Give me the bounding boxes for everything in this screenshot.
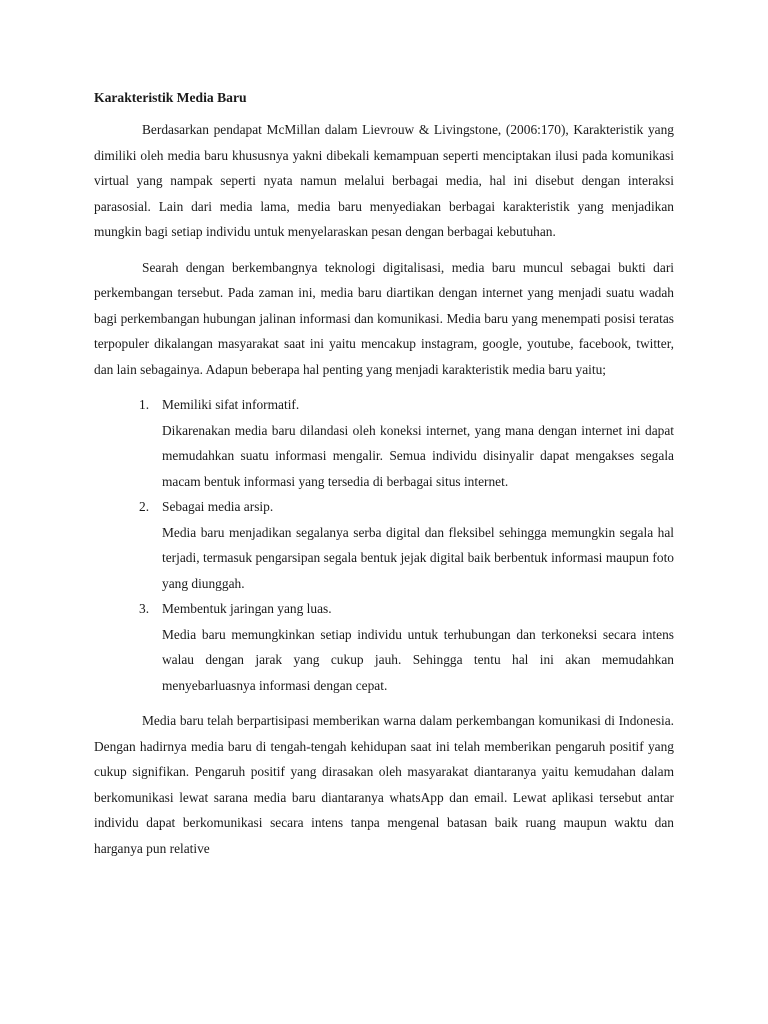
paragraph-digitalisasi: Searah dengan berkembangnya teknologi digitalisasi, media baru muncul sebagai bukti dari perkembangan tersebut. Pada zaman ini, media baru diartikan dengan internet yang menjadi suatu wadah bagi perkembangan hubungan jalinan informasi dan komunikasi. Media baru yang menempati posisi teratas terpopuler dikalangan masyarakat saat ini yaitu mencakup instagram, google, youtube, facebook, twitter, dan lain sebagainya. Adapun beberapa hal penting yang menjadi karakteristik media baru yaitu; bbox=[94, 259, 674, 377]
list-item bbox=[94, 392, 674, 494]
list-item-title: Sebagai media arsip. bbox=[162, 499, 274, 514]
list-item-title: Memiliki sifat informatif. bbox=[162, 397, 300, 412]
paragraph-closing: Media baru telah berpartisipasi memberikan warna dalam perkembangan komunikasi di Indonesia. Dengan hadirnya media baru di tengah-tengah kehidupan saat ini telah memberikan pengaruh positif yang cukup signifikan. Pengaruh positif yang dirasakan oleh masyarakat diantaranya yaitu kemudahan dalam berkomunikasi lewat sarana media baru diantaranya whatsApp dan email. Lewat aplikasi tersebut antar individu dapat berkomunikasi secara intens tanpa mengenal batasan baik ruang maupun waktu dan harganya pun relative bbox=[94, 713, 674, 856]
list-item bbox=[94, 596, 674, 698]
list-item-number: 3. bbox=[139, 601, 150, 616]
list-item-body: Media baru memungkinkan setiap individu untuk terhubungan dan terkoneksi secara intens walau dengan jarak yang cukup jauh. Sehingga tentu hal ini akan memudahkan menyebarluasnya informasi dengan cepat. bbox=[162, 626, 674, 693]
document-title: Karakteristik Media Baru bbox=[94, 90, 247, 105]
list-item bbox=[94, 494, 674, 596]
list-item-number: 2. bbox=[139, 499, 150, 514]
document-page bbox=[94, 88, 674, 871]
list-item-title: Membentuk jaringan yang luas. bbox=[162, 601, 332, 616]
list-item-body: Dikarenakan media baru dilandasi oleh koneksi internet, yang mana dengan internet ini dapat memudahkan suatu informasi mengalir. Semua individu disinyalir dapat mengakses segala macam bentuk informasi yang tersedia di berbagai situs internet. bbox=[162, 422, 674, 489]
list-item-body: Media baru menjadikan segalanya serba digital dan fleksibel sehingga memungkin segala hal terjadi, termasuk pengarsipan segala bentuk jejak digital baik berbentuk informasi maupun foto yang diunggah. bbox=[162, 524, 674, 591]
paragraph-karakteristik: Berdasarkan pendapat McMillan dalam Lievrouw & Livingstone, (2006:170), Karakteristik yang dimiliki oleh media baru khususnya yakni dibekali kemampuan seperti menciptakan ilusi pada komunikasi virtual yang nampak seperti nyata namun melalui berbagai media, hal ini disebut dengan interaksi parasosial. Lain dari media lama, media baru menyediakan berbagai karakteristik yang menjadikan mungkin bagi setiap individu untuk menyelaraskan pesan dengan berbagai kebutuhan. bbox=[94, 122, 674, 239]
list-item-number: 1. bbox=[139, 397, 150, 412]
karakteristik-list bbox=[94, 392, 674, 698]
